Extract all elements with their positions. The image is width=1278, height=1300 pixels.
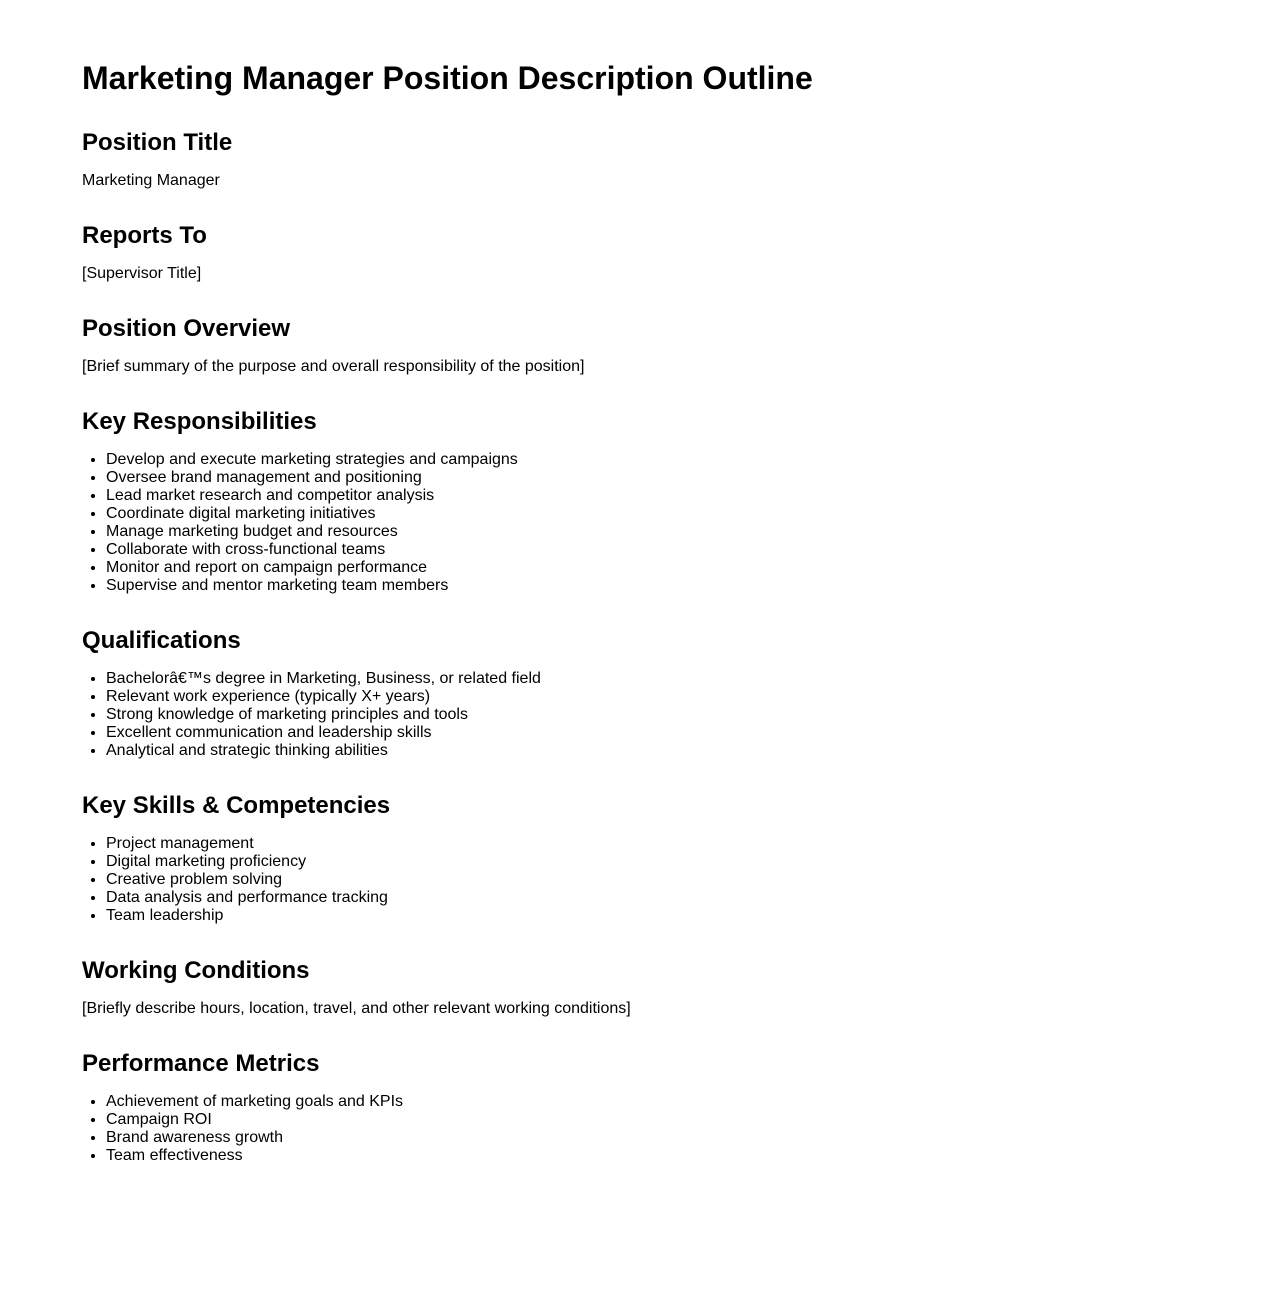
section-heading: Key Responsibilities [82, 408, 317, 435]
sections [82, 129, 1278, 1165]
list-item: • Coordinate digital marketing initiatives [106, 505, 1278, 523]
section-heading: Qualifications [82, 627, 241, 654]
bullet-list [82, 835, 1278, 925]
section-reports-to [82, 222, 1278, 283]
list-item: • Project management [106, 835, 1278, 853]
list-item: • Data analysis and performance tracking [106, 889, 1278, 907]
list-item: • Manage marketing budget and resources [106, 523, 1278, 541]
list-item: • Creative problem solving [106, 871, 1278, 889]
list-item: • Develop and execute marketing strategies and campaigns [106, 451, 1278, 469]
list-item: • Analytical and strategic thinking abilities [106, 742, 1278, 760]
list-item: • Brand awareness growth [106, 1129, 1278, 1147]
bullet-list [82, 451, 1278, 595]
section-heading: Working Conditions [82, 957, 310, 984]
section-heading: Performance Metrics [82, 1050, 320, 1077]
page-title: Marketing Manager Position Description Outline [82, 60, 813, 96]
bullet-list [82, 670, 1278, 760]
section-text: [Brief summary of the purpose and overall responsibility of the position] [82, 358, 585, 375]
list-item: • Digital marketing proficiency [106, 853, 1278, 871]
section-position-title [82, 129, 1278, 190]
section-working-conditions [82, 957, 1278, 1018]
list-item: • Bachelorâ€™s degree in Marketing, Business, or related field [106, 670, 1278, 688]
list-item: • Team effectiveness [106, 1147, 1278, 1165]
list-item: • Strong knowledge of marketing principles and tools [106, 706, 1278, 724]
section-text: [Supervisor Title] [82, 265, 202, 282]
list-item: • Campaign ROI [106, 1111, 1278, 1129]
list-item: • Team leadership [106, 907, 1278, 925]
list-item: • Supervise and mentor marketing team members [106, 577, 1278, 595]
section-text: [Briefly describe hours, location, travel, and other relevant working conditions] [82, 1000, 631, 1017]
section-performance-metrics [82, 1050, 1278, 1165]
section-qualifications [82, 627, 1278, 760]
list-item: • Collaborate with cross-functional teams [106, 541, 1278, 559]
list-item: • Monitor and report on campaign performance [106, 559, 1278, 577]
list-item: • Achievement of marketing goals and KPIs [106, 1093, 1278, 1111]
section-heading: Position Title [82, 129, 233, 156]
bullet-list [82, 1093, 1278, 1165]
section-key-responsibilities [82, 408, 1278, 595]
section-heading: Key Skills & Competencies [82, 792, 391, 819]
list-item: • Relevant work experience (typically X+ years) [106, 688, 1278, 706]
section-position-overview [82, 315, 1278, 376]
section-text: Marketing Manager [82, 172, 220, 189]
section-heading: Reports To [82, 222, 207, 249]
list-item: • Excellent communication and leadership skills [106, 724, 1278, 742]
list-item: • Oversee brand management and positioning [106, 469, 1278, 487]
list-item: • Lead market research and competitor analysis [106, 487, 1278, 505]
section-heading: Position Overview [82, 315, 291, 342]
section-key-skills-competencies [82, 792, 1278, 925]
